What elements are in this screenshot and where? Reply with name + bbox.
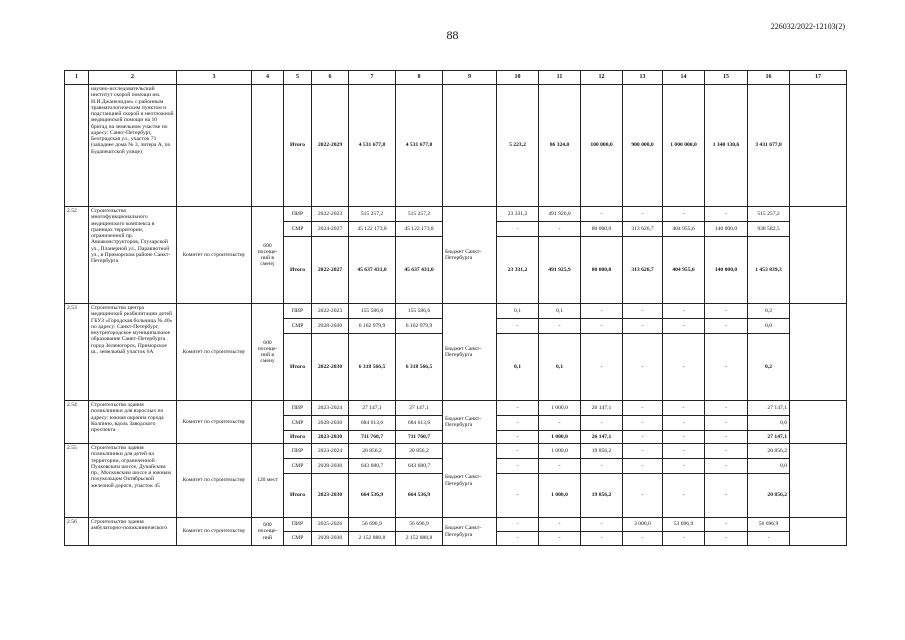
- investment-table: [64, 70, 847, 546]
- value-cell: 27 147,1: [748, 401, 790, 416]
- period-cell: 2022-2029: [312, 85, 349, 207]
- value-cell: 2 152 888,8: [349, 532, 396, 546]
- period-cell: 2028-2030: [312, 416, 349, 431]
- empty-cell: [790, 207, 847, 304]
- row-number-cell: 2.55: [65, 444, 89, 518]
- value-cell: -: [581, 459, 623, 474]
- value-cell: 1 453 839,3: [748, 237, 790, 304]
- value-cell: -: [497, 319, 539, 334]
- value-cell: -: [497, 401, 539, 416]
- value-cell: -: [663, 444, 705, 459]
- value-cell: -: [705, 207, 748, 222]
- value-cell: -: [581, 334, 623, 401]
- object-name-cell: Строительство центра медицинской реабилитации детей ГБУЗ «Городская больница № 40» по адресу: Санкт-Петербург, внутригородское муниципальное образование Санкт-Петербурга город Зеленогорск, Приморское ш., земельный участок 6А: [89, 304, 177, 401]
- value-cell: -: [539, 416, 581, 431]
- value-cell: 5 223,2: [497, 85, 539, 207]
- stage-cell: Итого: [284, 334, 312, 401]
- document-id: 226032/2022-12103(2): [770, 22, 845, 31]
- value-cell: -: [539, 518, 581, 532]
- value-cell: -: [705, 401, 748, 416]
- value-cell: 56 696,9: [349, 518, 396, 532]
- source-cell: Бюджет Санкт-Петербурга: [443, 207, 497, 304]
- value-cell: 155 586,6: [349, 304, 396, 319]
- period-cell: 2023-2030: [312, 474, 349, 518]
- stage-cell: СМР: [284, 532, 312, 546]
- organization-cell: Комитет по строительству: [177, 444, 252, 518]
- value-cell: 53 696,9: [663, 518, 705, 532]
- empty-cell: [790, 444, 847, 518]
- value-cell: 0,0: [748, 319, 790, 334]
- column-header: 1: [65, 71, 89, 85]
- column-header: 2: [89, 71, 177, 85]
- value-cell: 1 000,0: [539, 431, 581, 444]
- value-cell: 26 147,1: [581, 401, 623, 416]
- value-cell: -: [705, 459, 748, 474]
- source-cell: Бюджет Санкт-Петербурга: [443, 444, 497, 518]
- value-cell: 491 926,0: [539, 207, 581, 222]
- organization-cell: Комитет по строительству: [177, 518, 252, 546]
- value-cell: 1 000,0: [539, 474, 581, 518]
- value-cell: -: [663, 532, 705, 546]
- empty-cell: [790, 518, 847, 546]
- value-cell: -: [705, 444, 748, 459]
- value-cell: 23 331,2: [497, 237, 539, 304]
- organization-cell: [177, 85, 252, 207]
- column-header: 11: [539, 71, 581, 85]
- value-cell: 80 000,0: [581, 222, 623, 237]
- organization-cell: Комитет по строительству: [177, 401, 252, 444]
- value-cell: -: [623, 444, 663, 459]
- period-cell: 2023-2024: [312, 401, 349, 416]
- source-cell: Бюджет Санкт-Петербурга: [443, 518, 497, 546]
- value-cell: -: [539, 459, 581, 474]
- column-header: 17: [790, 71, 847, 85]
- value-cell: 6 162 979,9: [349, 319, 396, 334]
- value-cell: -: [581, 319, 623, 334]
- capacity-cell: [252, 85, 284, 207]
- period-cell: 2028-2030: [312, 319, 349, 334]
- value-cell: 515 257,2: [349, 207, 396, 222]
- column-number-row: [65, 71, 847, 85]
- value-cell: -: [705, 304, 748, 319]
- value-cell: 515 257,2: [748, 207, 790, 222]
- value-cell: 45 637 431,0: [349, 237, 396, 304]
- value-cell: -: [663, 474, 705, 518]
- value-cell: 0,0: [748, 459, 790, 474]
- value-cell: -: [705, 474, 748, 518]
- value-cell: 938 582,5: [748, 222, 790, 237]
- value-cell: 900 000,0: [623, 85, 663, 207]
- value-cell: 404 955,6: [663, 222, 705, 237]
- value-cell: 0,1: [497, 334, 539, 401]
- stage-cell: ПИР: [284, 444, 312, 459]
- column-header: 16: [748, 71, 790, 85]
- value-cell: 664 536,9: [349, 474, 396, 518]
- column-header: 14: [663, 71, 705, 85]
- value-cell: 155 586,6: [396, 304, 443, 319]
- value-cell: 45 122 173,8: [396, 222, 443, 237]
- value-cell: -: [497, 474, 539, 518]
- value-cell: -: [497, 532, 539, 546]
- value-cell: -: [539, 532, 581, 546]
- capacity-cell: 600 посеще-ний в смену: [252, 207, 284, 304]
- value-cell: -: [581, 518, 623, 532]
- value-cell: -: [748, 532, 790, 546]
- value-cell: -: [623, 207, 663, 222]
- column-header: 6: [312, 71, 349, 85]
- value-cell: 3 431 677,8: [748, 85, 790, 207]
- value-cell: -: [705, 334, 748, 401]
- value-cell: 86 324,0: [539, 85, 581, 207]
- value-cell: 0,1: [539, 304, 581, 319]
- source-cell: Бюджет Санкт-Петербурга: [443, 401, 497, 444]
- value-cell: 45 637 431,0: [396, 237, 443, 304]
- empty-cell: [790, 85, 847, 207]
- value-cell: -: [497, 459, 539, 474]
- value-cell: 27 147,1: [748, 431, 790, 444]
- value-cell: 491 925,9: [539, 237, 581, 304]
- object-name-cell: Строительство здания амбулаторно-поликлинического: [89, 518, 177, 546]
- value-cell: 1 340 130,6: [705, 85, 748, 207]
- stage-cell: СМР: [284, 416, 312, 431]
- period-cell: 2022-2023: [312, 304, 349, 319]
- column-header: 8: [396, 71, 443, 85]
- value-cell: -: [663, 459, 705, 474]
- value-cell: -: [623, 532, 663, 546]
- value-cell: -: [539, 222, 581, 237]
- value-cell: 1 000,0: [539, 444, 581, 459]
- value-cell: 23 331,2: [497, 207, 539, 222]
- value-cell: 6 318 566,5: [396, 334, 443, 401]
- table-row: [65, 401, 847, 416]
- period-cell: 2025-2026: [312, 518, 349, 532]
- value-cell: 0,1: [497, 304, 539, 319]
- capacity-cell: 120 мест: [252, 444, 284, 518]
- object-name-cell: Строительство многофункционального медицинского комплекса в границах территории, ограниченной пр. Авиаконструкторов, Глухарской ул., Планерной ул., Парашютной ул., в Приморском районе Санкт-Петербурга: [89, 207, 177, 304]
- value-cell: -: [623, 334, 663, 401]
- stage-cell: Итого: [284, 474, 312, 518]
- value-cell: -: [623, 304, 663, 319]
- value-cell: 20 856,2: [748, 474, 790, 518]
- value-cell: 711 760,7: [396, 431, 443, 444]
- period-cell: 2023-2024: [312, 444, 349, 459]
- value-cell: -: [663, 207, 705, 222]
- value-cell: 6 318 566,5: [349, 334, 396, 401]
- table-row: [65, 518, 847, 532]
- value-cell: -: [705, 319, 748, 334]
- value-cell: -: [663, 334, 705, 401]
- value-cell: 684 613,6: [349, 416, 396, 431]
- value-cell: 27 147,1: [396, 401, 443, 416]
- object-name-cell: Строительство здания поликлиники для взрослых по адресу: южная окраина города Колпино, вдоль Заводского проспекта: [89, 401, 177, 444]
- value-cell: 19 856,2: [581, 474, 623, 518]
- object-name-cell: Строительство здания поликлиники для детей на территории, ограниченной Пулковским шоссе, Дунайским пр., Московским шоссе и южным полукольцом Октябрьской железной дороги, участок 45: [89, 444, 177, 518]
- source-cell: [443, 85, 497, 207]
- value-cell: -: [623, 431, 663, 444]
- stage-cell: ПИР: [284, 518, 312, 532]
- stage-cell: Итого: [284, 85, 312, 207]
- capacity-cell: 600 посеще-ний: [252, 518, 284, 546]
- page-number: 88: [446, 28, 459, 42]
- period-cell: 2022-2023: [312, 207, 349, 222]
- table-row: [65, 304, 847, 319]
- value-cell: -: [581, 207, 623, 222]
- value-cell: 643 680,7: [349, 459, 396, 474]
- value-cell: -: [705, 416, 748, 431]
- value-cell: 20 856,2: [349, 444, 396, 459]
- value-cell: 4 531 677,8: [396, 85, 443, 207]
- value-cell: 20 856,2: [396, 444, 443, 459]
- stage-cell: СМР: [284, 459, 312, 474]
- value-cell: 711 760,7: [349, 431, 396, 444]
- period-cell: 2028-2030: [312, 532, 349, 546]
- value-cell: -: [497, 431, 539, 444]
- value-cell: -: [581, 532, 623, 546]
- row-number-cell: 2.53: [65, 304, 89, 401]
- value-cell: 515 257,2: [396, 207, 443, 222]
- row-number-cell: 2.54: [65, 401, 89, 444]
- column-header: 10: [497, 71, 539, 85]
- value-cell: -: [705, 518, 748, 532]
- value-cell: -: [497, 416, 539, 431]
- period-cell: 2023-2030: [312, 431, 349, 444]
- value-cell: -: [497, 444, 539, 459]
- period-cell: 2028-2030: [312, 459, 349, 474]
- stage-cell: СМР: [284, 319, 312, 334]
- value-cell: 45 122 173,8: [349, 222, 396, 237]
- value-cell: -: [663, 319, 705, 334]
- value-cell: 56 696,9: [396, 518, 443, 532]
- stage-cell: Итого: [284, 431, 312, 444]
- column-header: 15: [705, 71, 748, 85]
- value-cell: -: [623, 459, 663, 474]
- value-cell: 140 000,0: [705, 237, 748, 304]
- organization-cell: Комитет по строительству: [177, 207, 252, 304]
- value-cell: 27 147,1: [349, 401, 396, 416]
- value-cell: -: [705, 532, 748, 546]
- value-cell: -: [623, 319, 663, 334]
- value-cell: 2 152 888,8: [396, 532, 443, 546]
- value-cell: 6 162 979,9: [396, 319, 443, 334]
- column-header: 7: [349, 71, 396, 85]
- value-cell: 19 856,2: [581, 444, 623, 459]
- value-cell: -: [623, 416, 663, 431]
- value-cell: 313 626,7: [623, 237, 663, 304]
- value-cell: 0,2: [748, 304, 790, 319]
- capacity-cell: 600 посеще-ний в смену: [252, 304, 284, 401]
- value-cell: 0,0: [748, 416, 790, 431]
- column-header: 5: [284, 71, 312, 85]
- value-cell: 3 000,0: [623, 518, 663, 532]
- row-number-cell: 2.56: [65, 518, 89, 546]
- column-header: 3: [177, 71, 252, 85]
- value-cell: -: [663, 401, 705, 416]
- column-header: 9: [443, 71, 497, 85]
- empty-cell: [790, 304, 847, 401]
- value-cell: -: [705, 431, 748, 444]
- value-cell: 313 626,7: [623, 222, 663, 237]
- value-cell: -: [663, 304, 705, 319]
- column-header: 4: [252, 71, 284, 85]
- period-cell: 2022-2027: [312, 237, 349, 304]
- value-cell: -: [539, 319, 581, 334]
- value-cell: 0,2: [748, 334, 790, 401]
- value-cell: 1 000 000,0: [663, 85, 705, 207]
- value-cell: 26 147,1: [581, 431, 623, 444]
- value-cell: 684 613,6: [396, 416, 443, 431]
- column-header: 13: [623, 71, 663, 85]
- row-number-cell: [65, 85, 89, 207]
- value-cell: 664 536,9: [396, 474, 443, 518]
- value-cell: -: [623, 401, 663, 416]
- empty-cell: [790, 401, 847, 444]
- value-cell: 20 856,2: [748, 444, 790, 459]
- stage-cell: ПИР: [284, 207, 312, 222]
- stage-cell: СМР: [284, 222, 312, 237]
- value-cell: 140 000,0: [705, 222, 748, 237]
- stage-cell: ПИР: [284, 401, 312, 416]
- value-cell: -: [581, 304, 623, 319]
- object-name-cell: научно-исследовательский институт скорой помощи им. И.И.Джанелидзе» с районным травматологическим пунктом и подстанцией скорой и неотложной медицинской помощи на 10 бригад на земельном участке по адресу: Санкт-Петербург, Белградская ул., участок 71 (западнее дома № 3, литера А, по Будапештской улице): [89, 85, 177, 207]
- table-row: [65, 207, 847, 222]
- value-cell: 1 000,0: [539, 401, 581, 416]
- value-cell: 56 696,9: [748, 518, 790, 532]
- value-cell: -: [663, 431, 705, 444]
- value-cell: 4 531 677,8: [349, 85, 396, 207]
- stage-cell: Итого: [284, 237, 312, 304]
- capacity-cell: [252, 401, 284, 444]
- value-cell: -: [623, 474, 663, 518]
- value-cell: 80 000,0: [581, 237, 623, 304]
- value-cell: 0,1: [539, 334, 581, 401]
- value-cell: 404 955,6: [663, 237, 705, 304]
- source-cell: Бюджет Санкт-Петербурга: [443, 304, 497, 401]
- value-cell: -: [663, 416, 705, 431]
- value-cell: -: [497, 518, 539, 532]
- table-row: [65, 85, 847, 207]
- column-header: 12: [581, 71, 623, 85]
- stage-cell: ПИР: [284, 304, 312, 319]
- value-cell: -: [497, 222, 539, 237]
- organization-cell: Комитет по строительству: [177, 304, 252, 401]
- value-cell: -: [581, 416, 623, 431]
- period-cell: 2024-2027: [312, 222, 349, 237]
- period-cell: 2022-2030: [312, 334, 349, 401]
- table-row: [65, 444, 847, 459]
- row-number-cell: 2.52: [65, 207, 89, 304]
- value-cell: 100 000,0: [581, 85, 623, 207]
- value-cell: 643 680,7: [396, 459, 443, 474]
